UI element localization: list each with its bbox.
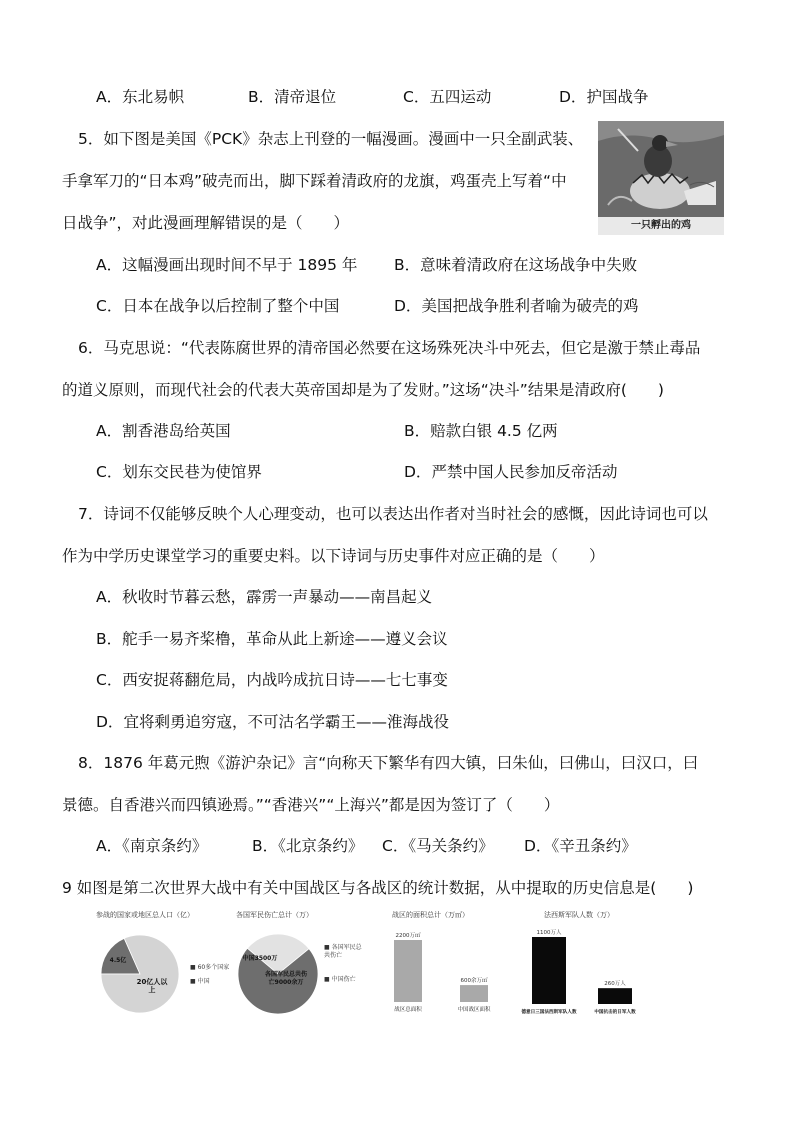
q4-option-c: C．五四运动 <box>403 88 492 106</box>
bar-category-label: 战区总面积 <box>394 1007 422 1013</box>
chart-troops-bars <box>508 910 640 1024</box>
q8-option-a: A．《南京条约》 <box>96 837 208 855</box>
q5-option-c: C．日本在战争以后控制了整个中国 <box>96 297 340 315</box>
q6-option-a: A．割香港岛给英国 <box>96 422 231 440</box>
q5-cartoon-image <box>598 121 724 235</box>
cartoon-drawing <box>598 121 724 217</box>
bar-category-label: 中国战区面积 <box>457 1007 491 1013</box>
bar-value-label: 2200万㎡ <box>395 933 421 939</box>
q8-option-d: D．《辛丑条约》 <box>524 837 637 855</box>
q5-option-b: B．意味着清政府在这场战争中失败 <box>394 256 638 274</box>
q5-option-d: D．美国把战争胜利者喻为破壳的鸡 <box>394 297 639 315</box>
bar2-title: 法西斯军队人数（万） <box>544 911 614 919</box>
q8-stem-line-1: 8．1876 年葛元煦《游沪杂记》言“向称天下繁华有四大镇，曰朱仙，曰佛山，曰汉口，曰 <box>78 754 699 772</box>
bar <box>532 937 566 1004</box>
bar2-svg <box>508 910 640 1024</box>
pie-slice-label: 亡9000余万 <box>268 979 304 986</box>
q7-option-d: D．宜将剩勇追穷寇，不可沽名学霸王——淮海战役 <box>96 713 449 731</box>
q6-option-c: C．划东交民巷为使馆界 <box>96 463 262 481</box>
q4-option-d: D．护国战争 <box>559 88 649 106</box>
q6-stem-line-2: 的道义原则，而现代社会的代表大英帝国却是为了发财。”这场“决斗”结果是清政府( ) <box>62 381 664 399</box>
pie-slice-label: 4.5亿 <box>109 957 127 964</box>
pie2-title: 各国军民伤亡总计（万） <box>236 911 313 919</box>
pie-slice-label: 中国3500万 <box>242 955 278 962</box>
q4-option-b: B．清帝退位 <box>248 88 337 106</box>
q5-option-a: A．这幅漫画出现时间不早于 1895 年 <box>96 256 358 274</box>
q8-option-b: B．《北京条约》 <box>252 837 364 855</box>
bar-value-label: 600余万㎡ <box>460 978 488 985</box>
q9-stem: 9 如图是第二次世界大战中有关中国战区与各战区的统计数据，从中提取的历史信息是( ) <box>62 879 694 897</box>
q5-stem-line-1: 5．如下图是美国《PCK》杂志上刊登的一幅漫画。漫画中一只全副武装、 <box>78 130 584 148</box>
pie-slice-label: 上 <box>148 986 156 994</box>
bar <box>598 988 632 1004</box>
pie-slice-label: 各国军民总共伤 <box>264 971 308 978</box>
q7-stem-line-1: 7．诗词不仅能够反映个人心理变动，也可以表达出作者对当时社会的感慨，因此诗词也可以 <box>78 505 708 523</box>
pie2-legend-1: ■ 各国军民总共伤亡 <box>324 944 362 959</box>
pie2-legend-2: ■ 中国伤亡 <box>324 976 356 983</box>
bar-category-label: 中国抗击的日军人数 <box>594 1010 636 1015</box>
bar-value-label: 260万人 <box>604 981 626 988</box>
q5-stem-line-2: 手拿军刀的“日本鸡”破壳而出，脚下踩着清政府的龙旗，鸡蛋壳上写着“中 <box>62 172 567 190</box>
q4-option-a: A．东北易帜 <box>96 88 185 106</box>
q8-stem-line-2: 景德。自香港兴而四镇逊焉。”“香港兴”“上海兴”都是因为签订了（ ） <box>62 796 560 814</box>
bar-category-label: 德意日三国法西斯军队人数 <box>521 1010 577 1015</box>
q7-option-a: A．秋收时节暮云愁，霹雳一声暴动——南昌起义 <box>96 588 433 606</box>
bar1-svg <box>378 910 500 1024</box>
bar <box>460 985 488 1002</box>
bar-value-label: 1100万人 <box>536 930 562 936</box>
chart-population-pie <box>96 910 231 1024</box>
q7-option-c: C．西安捉蒋翻危局，内战吟成抗日诗——七七事变 <box>96 671 448 689</box>
bar1-title: 战区的面积总计（万㎡） <box>392 911 469 919</box>
pie1-title: 参战的国家或地区总人口（亿） <box>96 911 194 919</box>
q5-stem-line-3: 日战争”，对此漫画理解错误的是（ ） <box>62 214 350 232</box>
chart-area-bars <box>378 910 500 1024</box>
pie1-legend-2: ■ 中国 <box>190 978 210 985</box>
pie2-svg <box>236 910 368 1024</box>
q7-option-b: B．舵手一易齐桨橹，革命从此上新途——遵义会议 <box>96 630 448 648</box>
chart-casualties-pie <box>236 910 368 1024</box>
pie-slice-label: 20亿人以 <box>136 978 168 986</box>
q8-option-c: C．《马关条约》 <box>382 837 494 855</box>
q6-option-d: D．严禁中国人民参加反帝活动 <box>404 463 618 481</box>
q6-option-b: B．赔款白银 4.5 亿两 <box>404 422 558 440</box>
cartoon-caption: 一只孵出的鸡 <box>598 217 724 235</box>
pie1-legend-1: ■ 60多个国家 <box>190 964 230 971</box>
q7-stem-line-2: 作为中学历史课堂学习的重要史料。以下诗词与历史事件对应正确的是（ ） <box>62 547 605 565</box>
bar <box>394 940 422 1002</box>
q6-stem-line-1: 6．马克思说：“代表陈腐世界的清帝国必然要在这场殊死决斗中死去，但它是激于禁止毒品 <box>78 339 701 357</box>
